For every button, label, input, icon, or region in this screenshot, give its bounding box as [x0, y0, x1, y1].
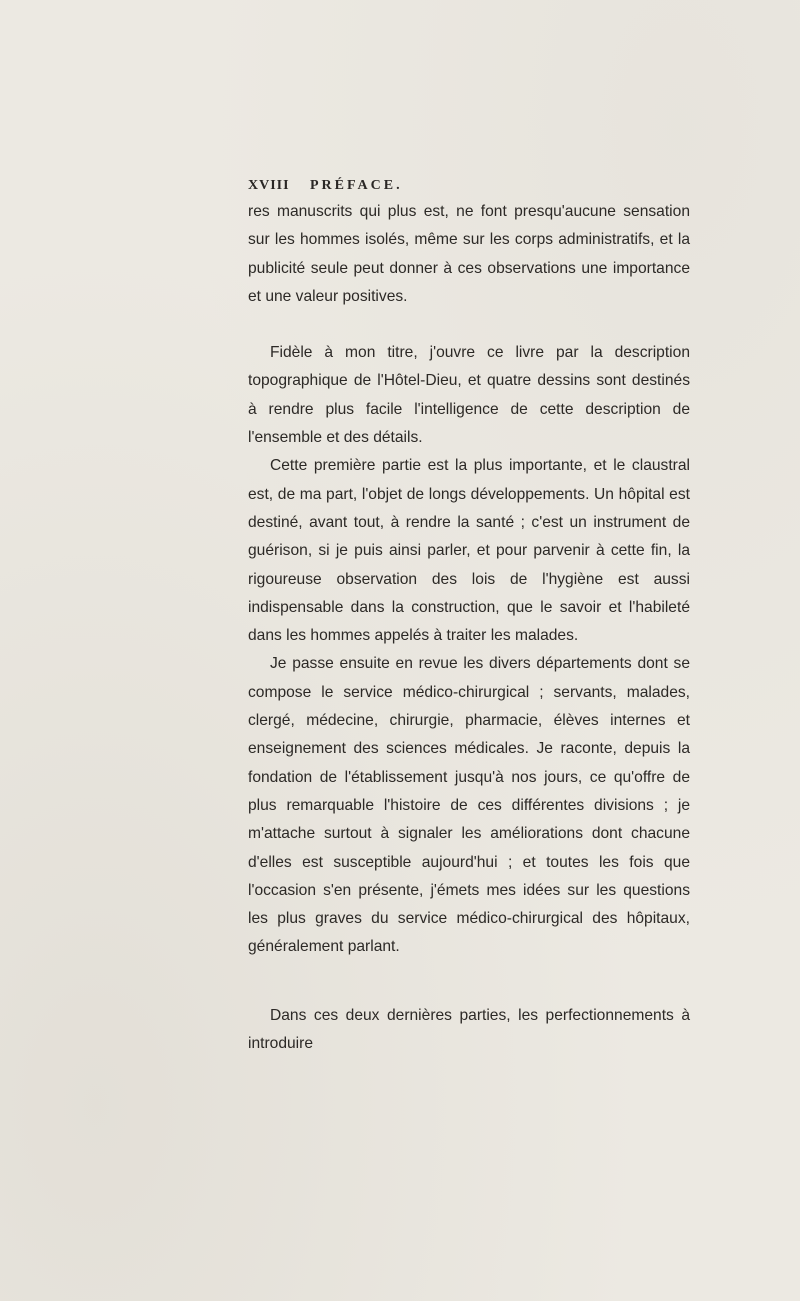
body-text [248, 198, 690, 1058]
running-title: PRÉFACE. [310, 178, 403, 193]
paragraph-last-parts: Dans ces deux dernières parties, les perfectionnements à introduire [248, 1006, 690, 1053]
paragraph-departments: Je passe ensuite en revue les divers départements dont se compose le service médico-chirurgical ; servants, malades, clergé, médecine, chirurgie, pharmacie, élèves internes et enseignement des sciences médicales. Je raconte, depuis la fondation de l'établissement jusqu'à nos jours, ce qu'offre de plus remarquable l'histoire de ces différentes divisions ; je m'attache surtout à signaler les améliorations dont chacune d'elles est susceptible aujourd'hui ; et toutes les fois que l'occasion s'en présente, j'émets mes idées sur les questions les plus graves du service médico-chirurgical des hôpitaux, généralement parlant. [248, 655, 690, 956]
paragraph-continuation: res manuscrits qui plus est, ne font presqu'aucune sensation sur les hommes isolés, même sur les corps administratifs, et la publicité seule peut donner à ces observations une importance et une valeur positives. [248, 203, 690, 305]
running-head [248, 178, 688, 198]
paragraph-first-part: Cette première partie est la plus importante, et le claustral est, de ma part, l'objet de longs développements. Un hôpital est destiné, avant tout, à rendre la santé ; c'est un instrument de guérison, si je puis ainsi parler, et pour parvenir à cette fin, la rigoureuse observation des lois de l'hygiène est aussi indispensable dans la construction, que le savoir et l'habileté dans les hommes appelés à traiter les malades. [248, 457, 690, 645]
paragraph-topographic-description: Fidèle à mon titre, j'ouvre ce livre par la description topographique de l'Hôtel-Dieu, et quatre dessins sont destinés à rendre plus facile l'intelligence de cette description de l'ensemble et des détails. [248, 344, 690, 447]
page-number: XVIII [248, 178, 290, 193]
